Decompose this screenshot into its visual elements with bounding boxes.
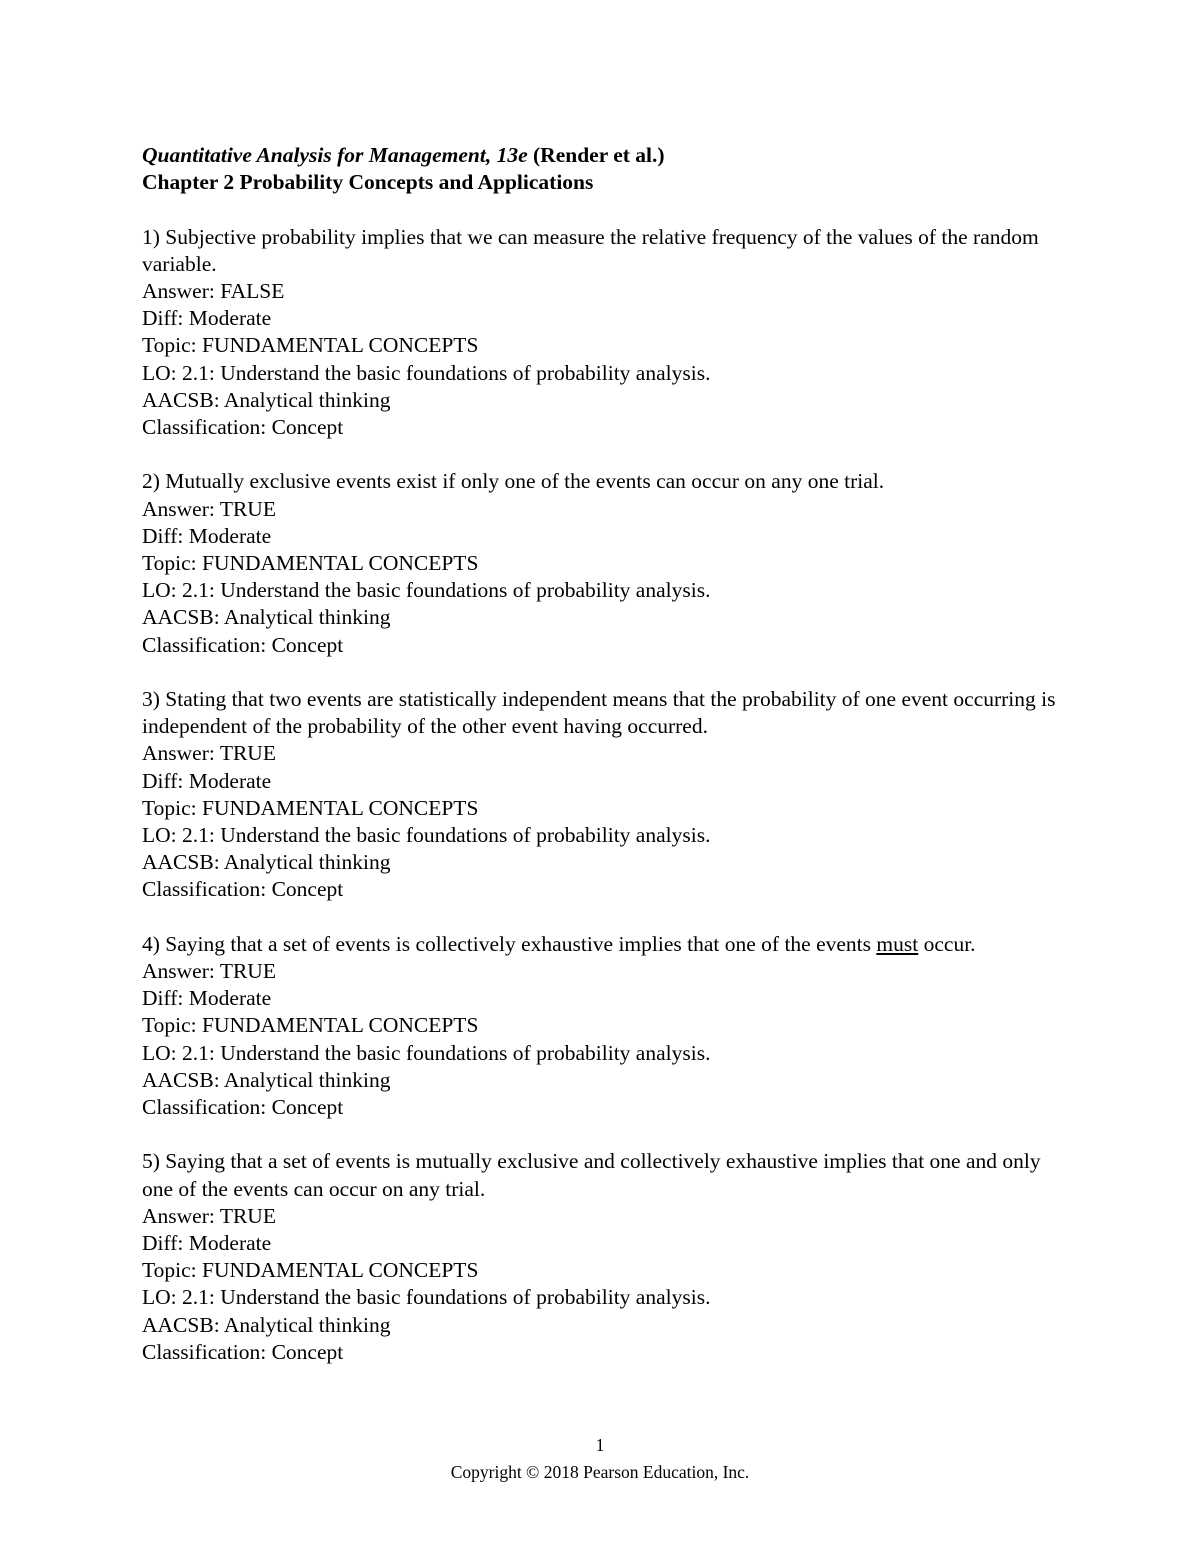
classification-line: Classification: Concept [142,1339,344,1364]
question-5 [142,1148,1072,1366]
question-4 [142,931,1072,1121]
learning-objective-line: LO: 2.1: Understand the basic foundations of probability analysis. [142,1040,711,1065]
aacsb-line: AACSB: Analytical thinking [142,605,391,630]
question-text [142,931,1072,958]
question-text-end: occur. [918,931,976,956]
difficulty-line: Diff: Moderate [142,768,272,793]
topic-line: Topic: FUNDAMENTAL CONCEPTS [142,551,479,576]
difficulty-line: Diff: Moderate [142,306,272,331]
difficulty-line: Diff: Moderate [142,1231,272,1256]
classification-line: Classification: Concept [142,877,344,902]
difficulty-line: Diff: Moderate [142,523,272,548]
topic-line: Topic: FUNDAMENTAL CONCEPTS [142,1258,479,1283]
learning-objective-line: LO: 2.1: Understand the basic foundations of probability analysis. [142,1285,711,1310]
question-text-start: 4) Saying that a set of events is collectively exhaustive implies that one of the events [142,931,877,956]
question-text: 5) Saying that a set of events is mutually exclusive and collectively exhaustive implies that one and only one of the events can occur on any trial. [142,1149,1041,1201]
aacsb-line: AACSB: Analytical thinking [142,1312,391,1337]
emphasized-word: must [876,931,919,956]
learning-objective-line: LO: 2.1: Understand the basic foundations of probability analysis. [142,360,711,385]
topic-line: Topic: FUNDAMENTAL CONCEPTS [142,795,479,820]
classification-line: Classification: Concept [142,415,344,440]
question-2 [142,468,1072,658]
topic-line: Topic: FUNDAMENTAL CONCEPTS [142,1013,479,1038]
book-title-line [142,142,1072,169]
topic-line: Topic: FUNDAMENTAL CONCEPTS [142,333,479,358]
book-authors: (Render et al.) [527,143,665,167]
chapter-title: Chapter 2 Probability Concepts and Applications [142,170,594,195]
book-edition: 13e [491,143,528,167]
classification-line: Classification: Concept [142,632,344,657]
aacsb-line: AACSB: Analytical thinking [142,1067,391,1092]
answer-line: Answer: TRUE [142,496,276,521]
learning-objective-line: LO: 2.1: Understand the basic foundations of probability analysis. [142,578,711,603]
question-text: 2) Mutually exclusive events exist if only one of the events can occur on any one trial. [142,469,885,494]
answer-line: Answer: TRUE [142,959,276,984]
answer-line: Answer: FALSE [142,279,285,303]
book-title: Quantitative Analysis for Management, [142,143,492,167]
question-3 [142,686,1072,904]
learning-objective-line: LO: 2.1: Understand the basic foundations of probability analysis. [142,823,711,848]
answer-line: Answer: TRUE [142,741,276,766]
aacsb-line: AACSB: Analytical thinking [142,387,391,412]
question-text: 1) Subjective probability implies that we can measure the relative frequency of the values of the random variable. [142,224,1039,276]
aacsb-line: AACSB: Analytical thinking [142,850,391,875]
answer-line: Answer: TRUE [142,1203,276,1228]
question-text: 3) Stating that two events are statistically independent means that the probability of one event occurring is independent of the probability of the other event having occurred. [142,687,1056,739]
classification-line: Classification: Concept [142,1095,344,1120]
page-number: 1 [595,1435,605,1455]
difficulty-line: Diff: Moderate [142,986,272,1011]
question-1 [142,224,1072,442]
copyright-notice: Copyright © 2018 Pearson Education, Inc. [450,1462,750,1482]
page-content [142,142,1072,1366]
